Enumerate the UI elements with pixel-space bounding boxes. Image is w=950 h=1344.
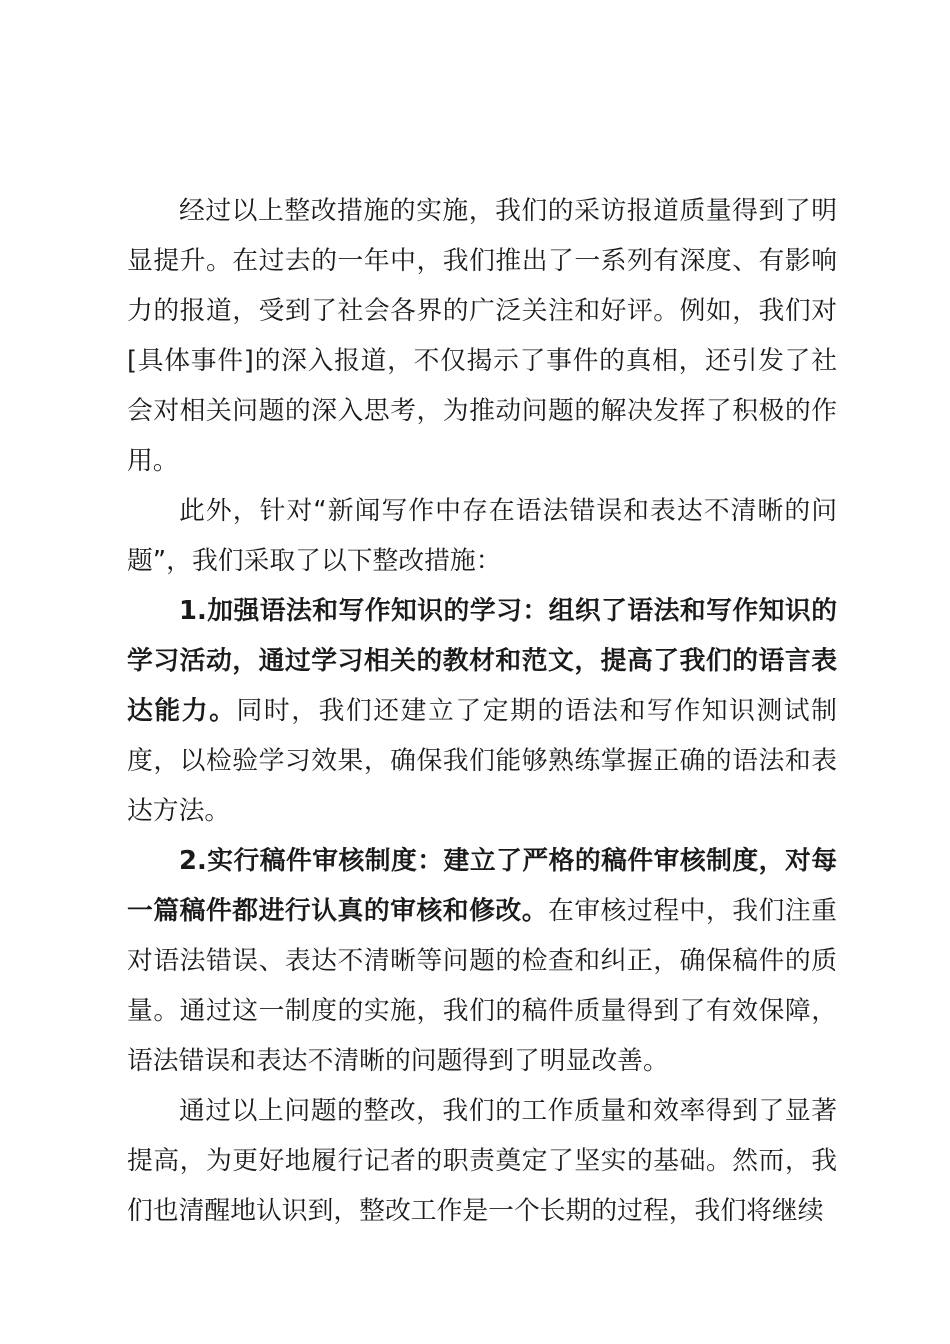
measure-heading: 2.实行稿件审核制度：建立了严格的稿件审核制度，对每一篇稿件都进行认真的审核和修改。 [127, 846, 837, 926]
paragraph-measure-2 [127, 836, 837, 1086]
paragraph-results [127, 186, 837, 486]
paragraph-measure-1 [127, 586, 837, 836]
paragraph-text: 通过以上问题的整改，我们的工作质量和效率得到了显著提高，为更好地履行记者的职责奠定了坚实的基础。然而，我们也清醒地认识到，整改工作是一个长期的过程，我们将继续 [127, 1096, 837, 1226]
paragraph-grammar-intro [127, 486, 837, 586]
paragraph-text: 在审核过程中，我们注重对语法错误、表达不清晰等问题的检查和纠正，确保稿件的质量。通过这一制度的实施，我们的稿件质量得到了有效保障，语法错误和表达不清晰的问题得到了明显改善。 [127, 896, 837, 1076]
paragraph-text: 经过以上整改措施的实施，我们的采访报道质量得到了明显提升。在过去的一年中，我们推出了一系列有深度、有影响力的报道，受到了社会各界的广泛关注和好评。例如，我们对[具体事件]的深入报道，不仅揭示了事件的真相，还引发了社会对相关问题的深入思考，为推动问题的解决发挥了积极的作用。 [127, 196, 837, 476]
paragraph-text: 同时，我们还建立了定期的语法和写作知识测试制度，以检验学习效果，确保我们能够熟练掌握正确的语法和表达方法。 [127, 696, 837, 826]
paragraph-text: 此外，针对“新闻写作中存在语法错误和表达不清晰的问题”，我们采取了以下整改措施： [127, 496, 837, 576]
paragraph-conclusion [127, 1086, 837, 1236]
measure-heading: 1.加强语法和写作知识的学习：组织了语法和写作知识的学习活动，通过学习相关的教材和范文，提高了我们的语言表达能力。 [127, 596, 837, 726]
document-body [127, 186, 837, 1236]
